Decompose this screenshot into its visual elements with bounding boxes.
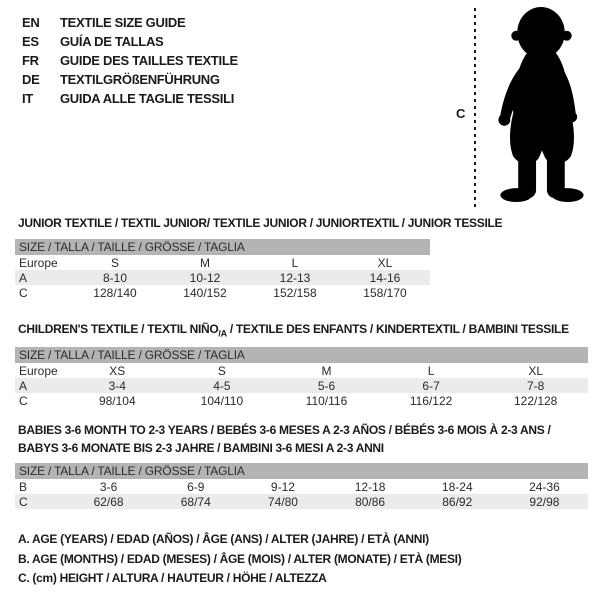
legend-notes (18, 532, 461, 591)
size-cell: 3-4 (108, 378, 126, 393)
table-row (15, 494, 588, 509)
size-header-bar: SIZE / TALLA / TAILLE / GRÖSSE / TAGLIA (15, 239, 430, 255)
size-cell: 80/86 (355, 494, 386, 509)
size-header-bar: SIZE / TALLA / TAILLE / GRÖSSE / TAGLIA (15, 347, 588, 363)
baby-silhouette-icon (484, 6, 598, 206)
size-cell: 8-10 (102, 270, 128, 285)
language-label: TEXTILE SIZE GUIDE (60, 15, 186, 30)
row-label: C (19, 393, 28, 408)
legend-note-b: B. AGE (MONTHS) / EDAD (MESES) / ÂGE (MOIS) / ALTER (MONATE) / ETÀ (MESI) (18, 551, 462, 566)
size-cell: 74/80 (267, 494, 298, 509)
size-cell: 4-5 (213, 378, 231, 393)
size-cell: 116/122 (409, 393, 453, 408)
babies-table-title (18, 421, 550, 457)
language-label: GUIDE DES TAILLES TEXTILE (60, 53, 238, 68)
size-cell: 68/74 (180, 494, 211, 509)
legend-note-c: C. (cm) HEIGHT / ALTURA / HAUTEUR / HÖHE / ALTEZZA (18, 571, 327, 585)
size-header-bar: SIZE / TALLA / TAILLE / GRÖSSE / TAGLIA (15, 463, 588, 479)
language-code: EN (22, 15, 40, 30)
language-row (22, 51, 238, 70)
size-cell: 104/110 (200, 393, 244, 408)
size-cell: 152/158 (273, 285, 317, 300)
row-label: Europe (19, 255, 58, 270)
size-cell: 24-36 (529, 479, 560, 494)
language-code: ES (22, 34, 39, 49)
junior-table (15, 239, 430, 300)
size-cell: 9-12 (270, 479, 295, 494)
size-cell: 86/92 (442, 494, 473, 509)
table-header-row (15, 255, 430, 270)
size-cell: 92/98 (529, 494, 560, 509)
size-column: L (291, 255, 299, 270)
row-label: C (19, 285, 28, 300)
language-label: GUÍA DE TALLAS (60, 34, 164, 49)
size-column: XL (377, 255, 393, 270)
language-code: IT (22, 91, 33, 106)
row-label: B (19, 479, 28, 494)
language-label: TEXTILGRÖßENFÜHRUNG (60, 72, 220, 87)
size-column: S (217, 363, 226, 378)
size-cell: 14-16 (369, 270, 401, 285)
language-row (22, 13, 238, 32)
size-column: M (200, 255, 210, 270)
size-cell: 128/140 (93, 285, 137, 300)
junior-table-title: JUNIOR TEXTILE / TEXTIL JUNIOR/ TEXTILE JUNIOR / JUNIORTEXTIL / JUNIOR TESSILE (18, 216, 503, 230)
size-column: XS (109, 363, 126, 378)
language-row (22, 32, 238, 51)
size-cell: 122/128 (513, 393, 558, 408)
height-label-c: C (456, 106, 466, 121)
table-row (15, 285, 430, 300)
table-header-row (15, 363, 588, 378)
size-cell: 5-6 (317, 378, 336, 393)
language-code: FR (22, 53, 39, 68)
language-row (22, 89, 238, 108)
row-label: Europe (19, 363, 58, 378)
children-title-post: / TEXTILE DES ENFANTS / KINDERTEXTIL / BAMBINI TESSILE (226, 322, 569, 336)
children-title-pre: CHILDREN'S TEXTILE / TEXTIL NIÑO (18, 322, 219, 336)
children-table-title (18, 322, 569, 338)
size-cell: 12-13 (279, 270, 311, 285)
table-row (15, 270, 430, 285)
size-cell: 6-7 (422, 378, 440, 393)
table-row (15, 479, 588, 494)
size-cell: 3-6 (99, 479, 118, 494)
size-column: M (321, 363, 332, 378)
legend-note-a: A. AGE (YEARS) / EDAD (AÑOS) / ÂGE (ANS) / ALTER (JAHRE) / ETÀ (ANNI) (18, 532, 429, 546)
table-row (15, 393, 588, 408)
size-column: S (110, 255, 119, 270)
language-list (22, 13, 238, 108)
language-row (22, 70, 238, 89)
size-cell: 62/68 (93, 494, 124, 509)
size-cell: 140/152 (183, 285, 227, 300)
babies-title-line1: BABIES 3-6 MONTH TO 2-3 YEARS / BEBÉS 3-6 MESES A 2-3 AÑOS / BÉBÉS 3-6 MOIS À 2-3 ANS / (18, 423, 551, 437)
height-measure-line (474, 8, 476, 209)
size-cell: 98/104 (98, 393, 136, 408)
language-label: GUIDA ALLE TAGLIE TESSILI (60, 91, 235, 106)
size-cell: 6-9 (187, 479, 205, 494)
table-row (15, 378, 588, 393)
size-cell: 12-18 (354, 479, 386, 494)
size-column: XL (528, 363, 544, 378)
babies-table (15, 463, 588, 509)
language-code: DE (22, 72, 40, 87)
size-column: L (427, 363, 435, 378)
row-label: A (19, 270, 28, 285)
children-title-sub: /A (218, 328, 227, 339)
row-label: A (19, 378, 28, 393)
size-cell: 18-24 (441, 479, 473, 494)
size-cell: 10-12 (189, 270, 221, 285)
children-table (15, 347, 588, 408)
size-cell: 158/170 (363, 285, 407, 300)
size-cell: 110/116 (305, 393, 348, 408)
row-label: C (19, 494, 28, 509)
size-cell: 7-8 (527, 378, 545, 393)
babies-title-line2: BABYS 3-6 MONATE BIS 2-3 JAHRE / BAMBINI 3-6 MESI A 2-3 ANNI (18, 441, 384, 455)
